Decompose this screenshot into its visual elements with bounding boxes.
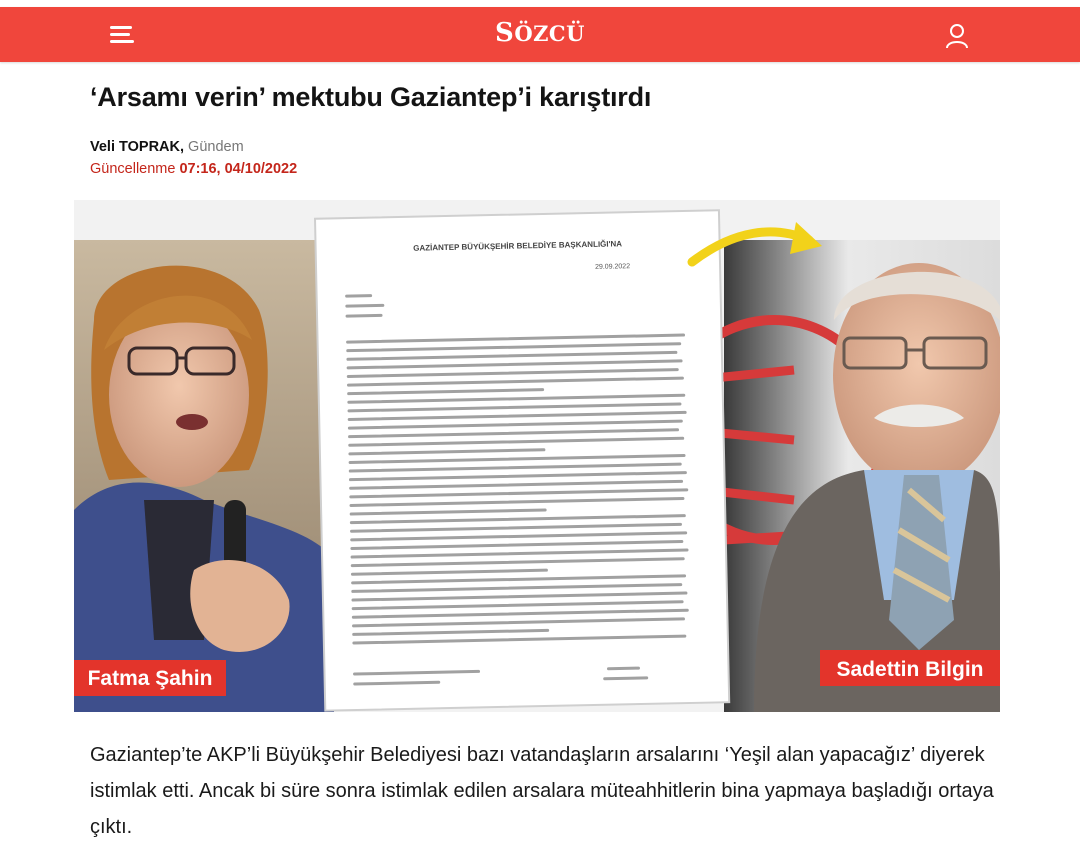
top-navigation-bar: [0, 7, 1080, 62]
logo-rest: ÖZCÜ: [514, 21, 585, 46]
updated-value: 07:16, 04/10/2022: [179, 161, 298, 177]
article-title: ‘Arsamı verin’ mektubu Gaziantep’i karıştırdı: [90, 82, 652, 112]
byline: [90, 139, 244, 155]
letter-salutation-line: [347, 305, 383, 306]
letter-date: 29.09.2022: [594, 263, 631, 271]
letter-heading: GAZİANTEP BÜYÜKŞEHİR BELEDİYE BAŞKANLIĞI'NA: [413, 239, 623, 253]
letter-signature-line: [605, 678, 647, 679]
sozcu-logo[interactable]: [0, 18, 1080, 48]
logo-initial: S: [495, 18, 515, 48]
letter-salutation-line: [347, 315, 381, 316]
category-link[interactable]: Gündem: [188, 139, 244, 155]
letter-signature-line: [608, 668, 638, 669]
left-portrait-photo: [74, 240, 334, 712]
updated-label: Güncellenme: [90, 161, 176, 177]
left-caption: Fatma Şahin: [87, 667, 213, 690]
right-caption: Sadettin Bilgin: [836, 658, 984, 681]
author-name[interactable]: Veli TOPRAK,: [90, 139, 185, 155]
letter-footer-line: [355, 682, 439, 684]
article-lead-paragraph: Gaziantep’te AKP’li Büyükşehir Belediyesi bazı vatandaşların arsalarını ‘Yeşil alan yapacağız’ diyerek istimlak etti. Ancak bi süre sonra istimlak edilen arsalara müteahhitlerin bina yapmaya başladığı ortaya çıktı.: [90, 744, 994, 838]
user-profile-icon[interactable]: [945, 23, 969, 49]
letter-document: [315, 210, 729, 710]
article-hero-image: [74, 200, 1000, 712]
update-timestamp: [90, 161, 297, 177]
letter-salutation-line: [347, 296, 371, 297]
